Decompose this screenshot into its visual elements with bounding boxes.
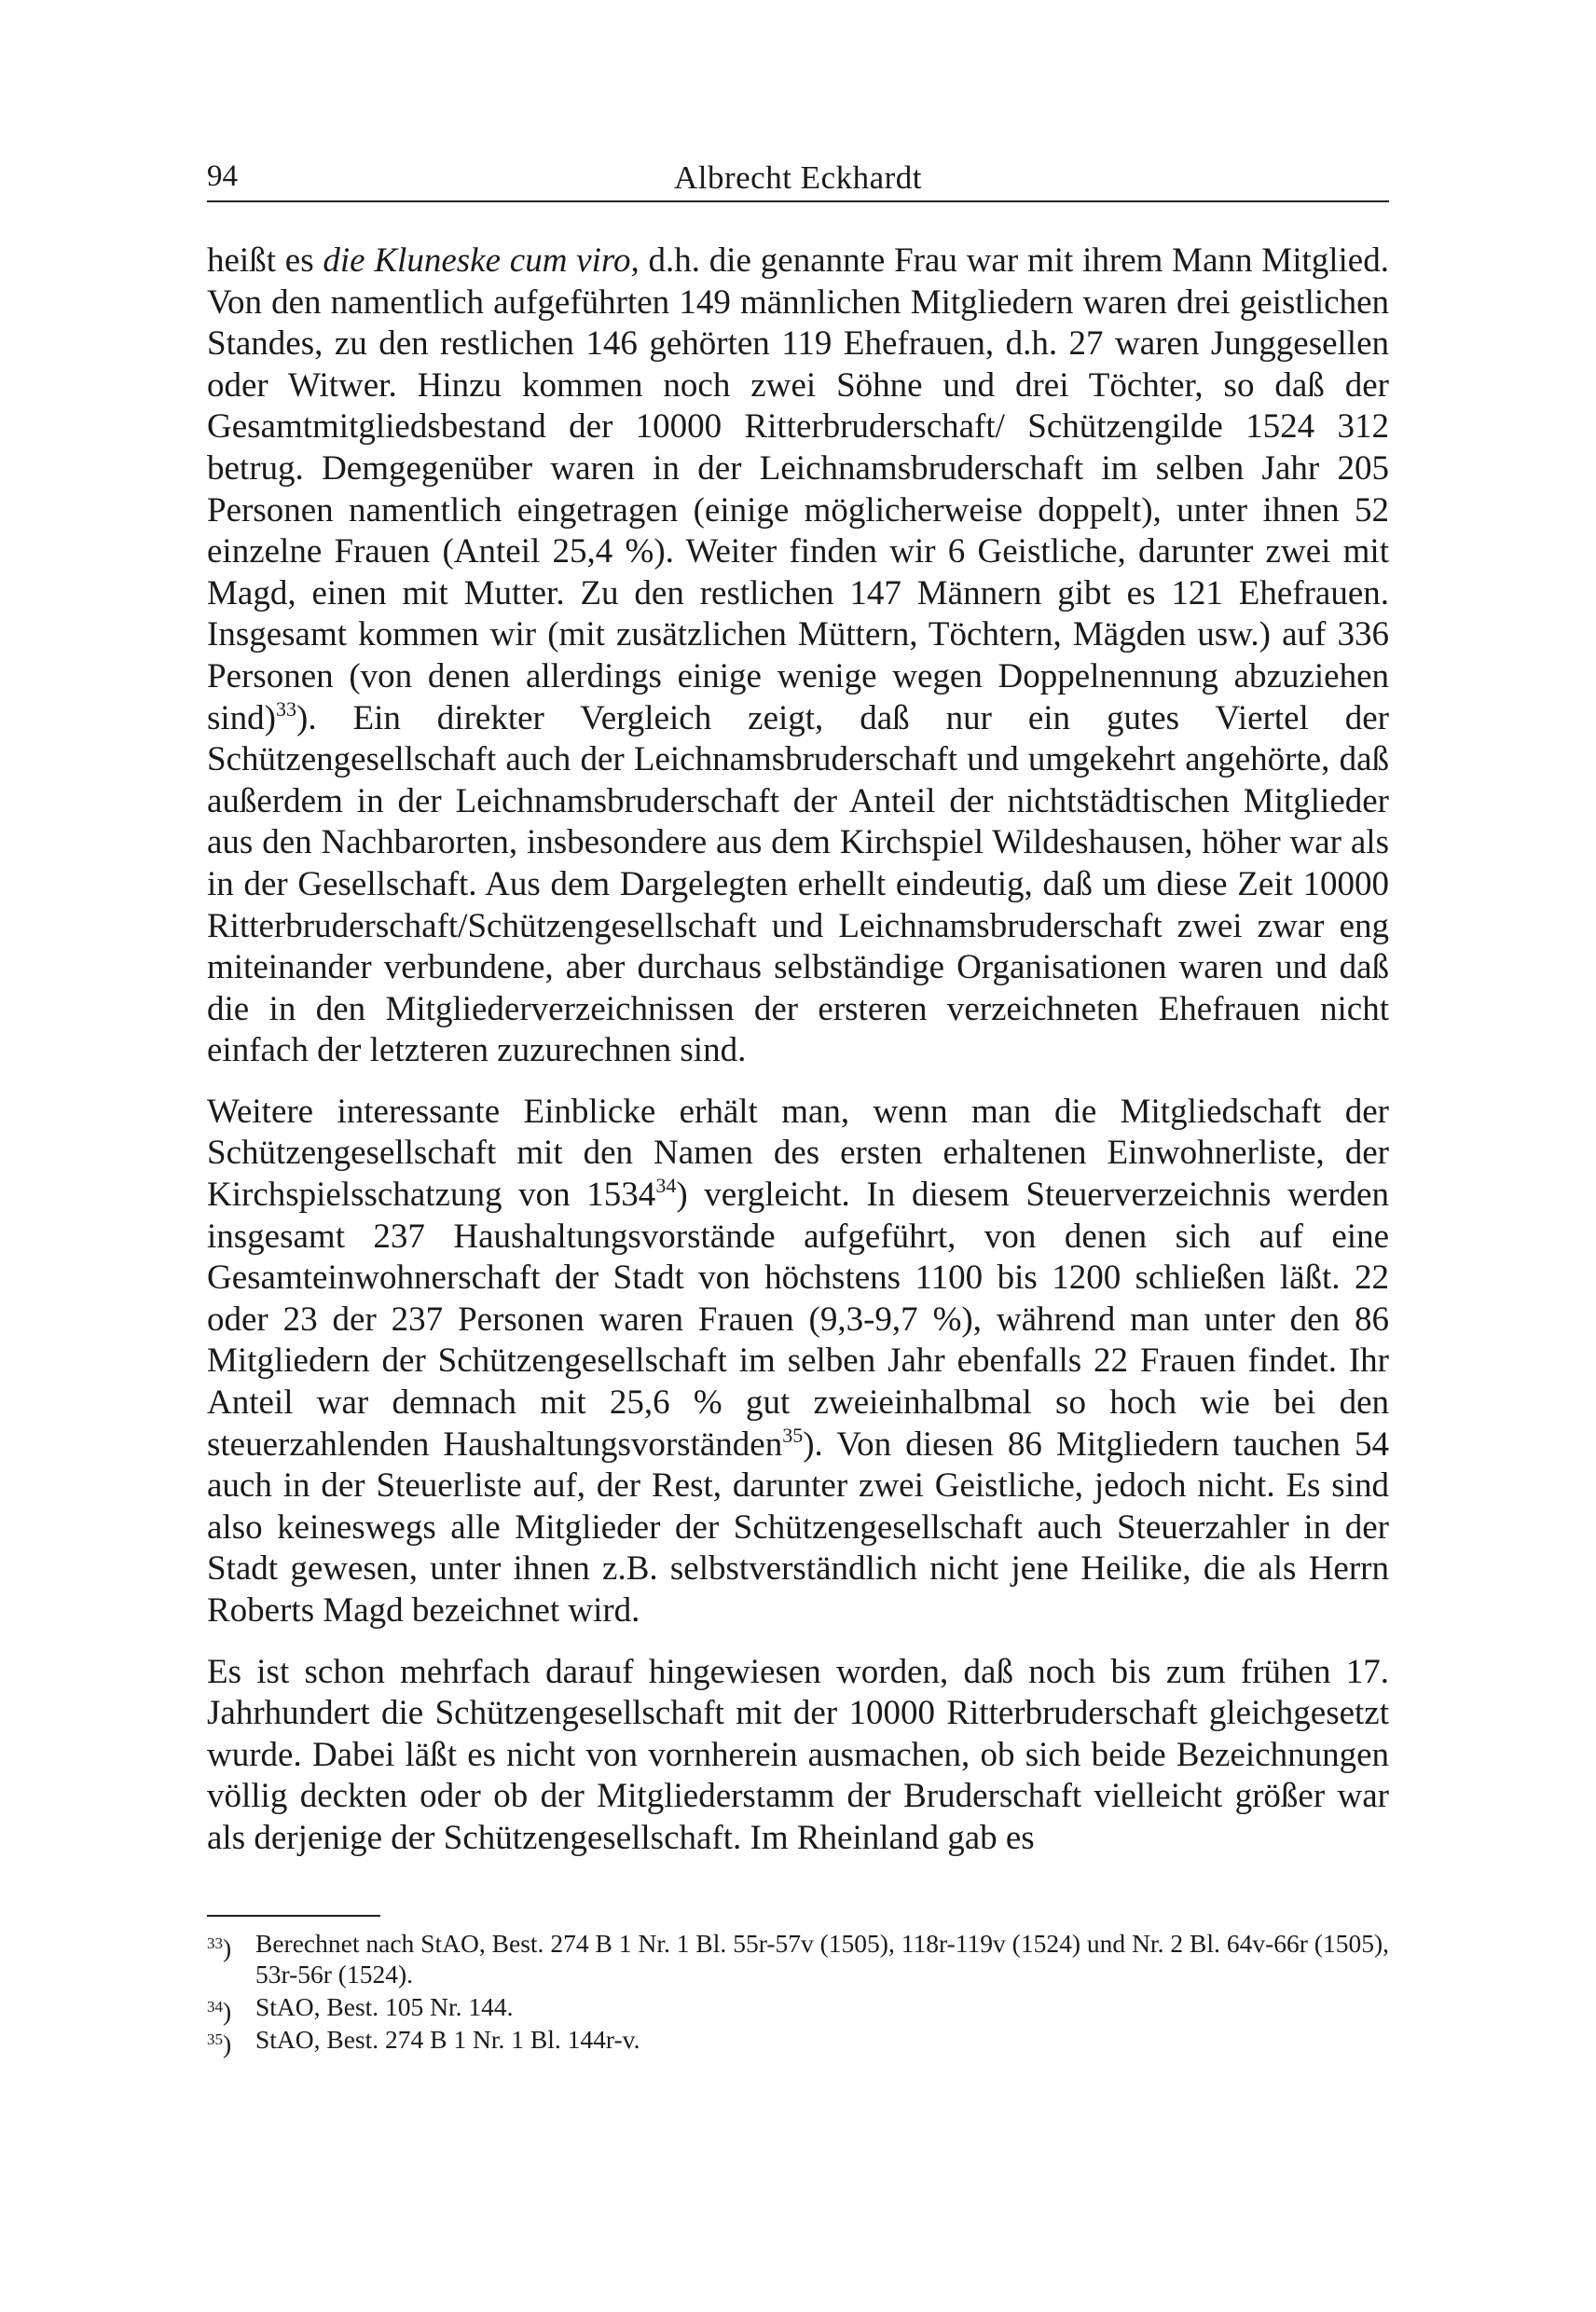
footnote-marker: $^{33}$) — [207, 1934, 232, 1962]
footnote-text: Berechnet nach StAO, Best. 274 B 1 Nr. 1 Bl. 55r-57v (1505), 118r-119v (1524) und Nr. 2 Bl. 64v-66r (1505), 53r-56r (1524). — [255, 1929, 1389, 1989]
text-run: ) vergleicht. In diesem Steuerverzeichnis werden insgesamt 237 Haushaltungsvorstände aufgeführt, von denen sich auf eine Gesamteinwohnerschaft der Stadt von höchstens 1100 bis 1200 schließen läßt. 22 oder 23 der 237 Personen waren Frauen (9,3-9,7 %), während man unter den 86 Mitgliedern der Schützengesellschaft im selben Jahr ebenfalls 22 Frauen findet. Ihr Anteil war demnach mit 25,6 % gut zweieinhalbmal so hoch wie bei den steuerzahlenden Haushaltungsvorständen — [207, 1176, 1389, 1464]
footnote-reference: 35 — [782, 1423, 804, 1447]
running-title: Albrecht Eckhardt — [673, 159, 923, 196]
footnote — [207, 1928, 1389, 1989]
footnote-separator — [207, 1915, 380, 1917]
footnote — [207, 2024, 1389, 2058]
footnote-text: StAO, Best. 274 B 1 Nr. 1 Bl. 144r-v. — [255, 2025, 640, 2054]
text-run: ). Ein direkter Vergleich zeigt, daß nur ein gutes Viertel der Schützengesellschaft auch der Leichnamsbruderschaft und umgekehrt angehörte, daß außerdem in der Leichnamsbruderschaft der Anteil der nichtstädtischen Mitglieder aus den Nachbarorten, insbesondere aus dem Kirchspiel Wildeshausen, höher war als in der Gesellschaft. Aus dem Dargelegten erhellt eindeutig, daß um diese Zeit 10000 Ritterbruderschaft/Schützengesellschaft und Leichnamsbruderschaft zwei zwar eng miteinander verbundene, aber durchaus selbständige Organisationen waren und daß die in den Mitgliederverzeichnissen der ersteren verzeichneten Ehefrauen nicht einfach der letzteren zuzurechnen sind. — [207, 698, 1389, 1070]
footnotes — [207, 1928, 1389, 2057]
page-header — [207, 152, 1389, 202]
footnote-marker: $^{35}$) — [207, 2030, 232, 2058]
body-text — [207, 241, 1389, 1860]
footnote-marker: $^{34}$) — [207, 1997, 232, 2026]
italic-phrase: die Kluneske cum viro, — [323, 241, 640, 280]
footnote — [207, 1991, 1389, 2026]
footnote-reference: 34 — [655, 1174, 677, 1198]
paragraph — [207, 241, 1389, 1072]
text-run: ). Von diesen 86 Mitgliedern tauchen 54 auch in der Steuerliste auf, der Rest, darunter zwei Geistliche, jedoch nicht. Es sind also keineswegs alle Mitglieder der Schützengesellschaft auch Steuerzahler in der Stadt gewesen, unter ihnen z.B. selbstverständlich nicht jene Heilike, die als Herrn Roberts Magd bezeichnet wird. — [207, 1424, 1389, 1630]
text-run: heißt es — [207, 241, 323, 280]
text-run: d.h. die genannte Frau war mit ihrem Mann Mitglied. Von den namentlich aufgeführten 149 männlichen Mitgliedern waren drei geistlichen Standes, zu den restlichen 146 gehörten 119 Ehefrauen, d.h. 27 waren Junggesellen oder Witwer. Hinzu kommen noch zwei Söhne und drei Töchter, so daß der Gesamtmitgliedsbestand der 10000 Ritterbruderschaft/ Schützengilde 1524 312 betrug. Demgegenüber waren in der Leichnamsbruderschaft im selben Jahr 205 Personen namentlich eingetragen (einige möglicherweise doppelt), unter ihnen 52 einzelne Frauen (Anteil 25,4 %). Weiter finden wir 6 Geistliche, darunter zwei mit Magd, einen mit Mutter. Zu den restlichen 147 Männern gibt es 121 Ehefrauen. Insgesamt kommen wir (mit zusätzlichen Müttern, Töchtern, Mägden usw.) auf 336 Personen (von denen allerdings einige wenige wegen Doppelnennung abzuziehen sind) — [207, 241, 1389, 737]
footnote-reference: 33 — [276, 696, 296, 721]
page-number: 94 — [207, 159, 238, 193]
paragraph — [207, 1092, 1389, 1632]
text-run: Es ist schon mehrfach darauf hingewiesen worden, daß noch bis zum frühen 17. Jahrhundert die Schützengesellschaft mit der 10000 Ritterbruderschaft gleichgesetzt wurde. Dabei läßt es nicht von vornherein ausmachen, ob sich beide Bezeichnungen völlig deckten oder ob der Mitgliederstamm der Bruderschaft vielleicht größer war als derjenige der Schützengesellschaft. Im Rheinland gab es — [207, 1652, 1389, 1857]
footnote-text: StAO, Best. 105 Nr. 144. — [255, 1992, 514, 2021]
paragraph — [207, 1652, 1389, 1860]
text-run: Weitere interessante Einblicke erhält man, wenn man die Mitgliedschaft der Schützengesellschaft mit den Namen des ersten erhaltenen Einwohnerliste, der Kirchspielsschatzung von 1534 — [207, 1092, 1389, 1215]
